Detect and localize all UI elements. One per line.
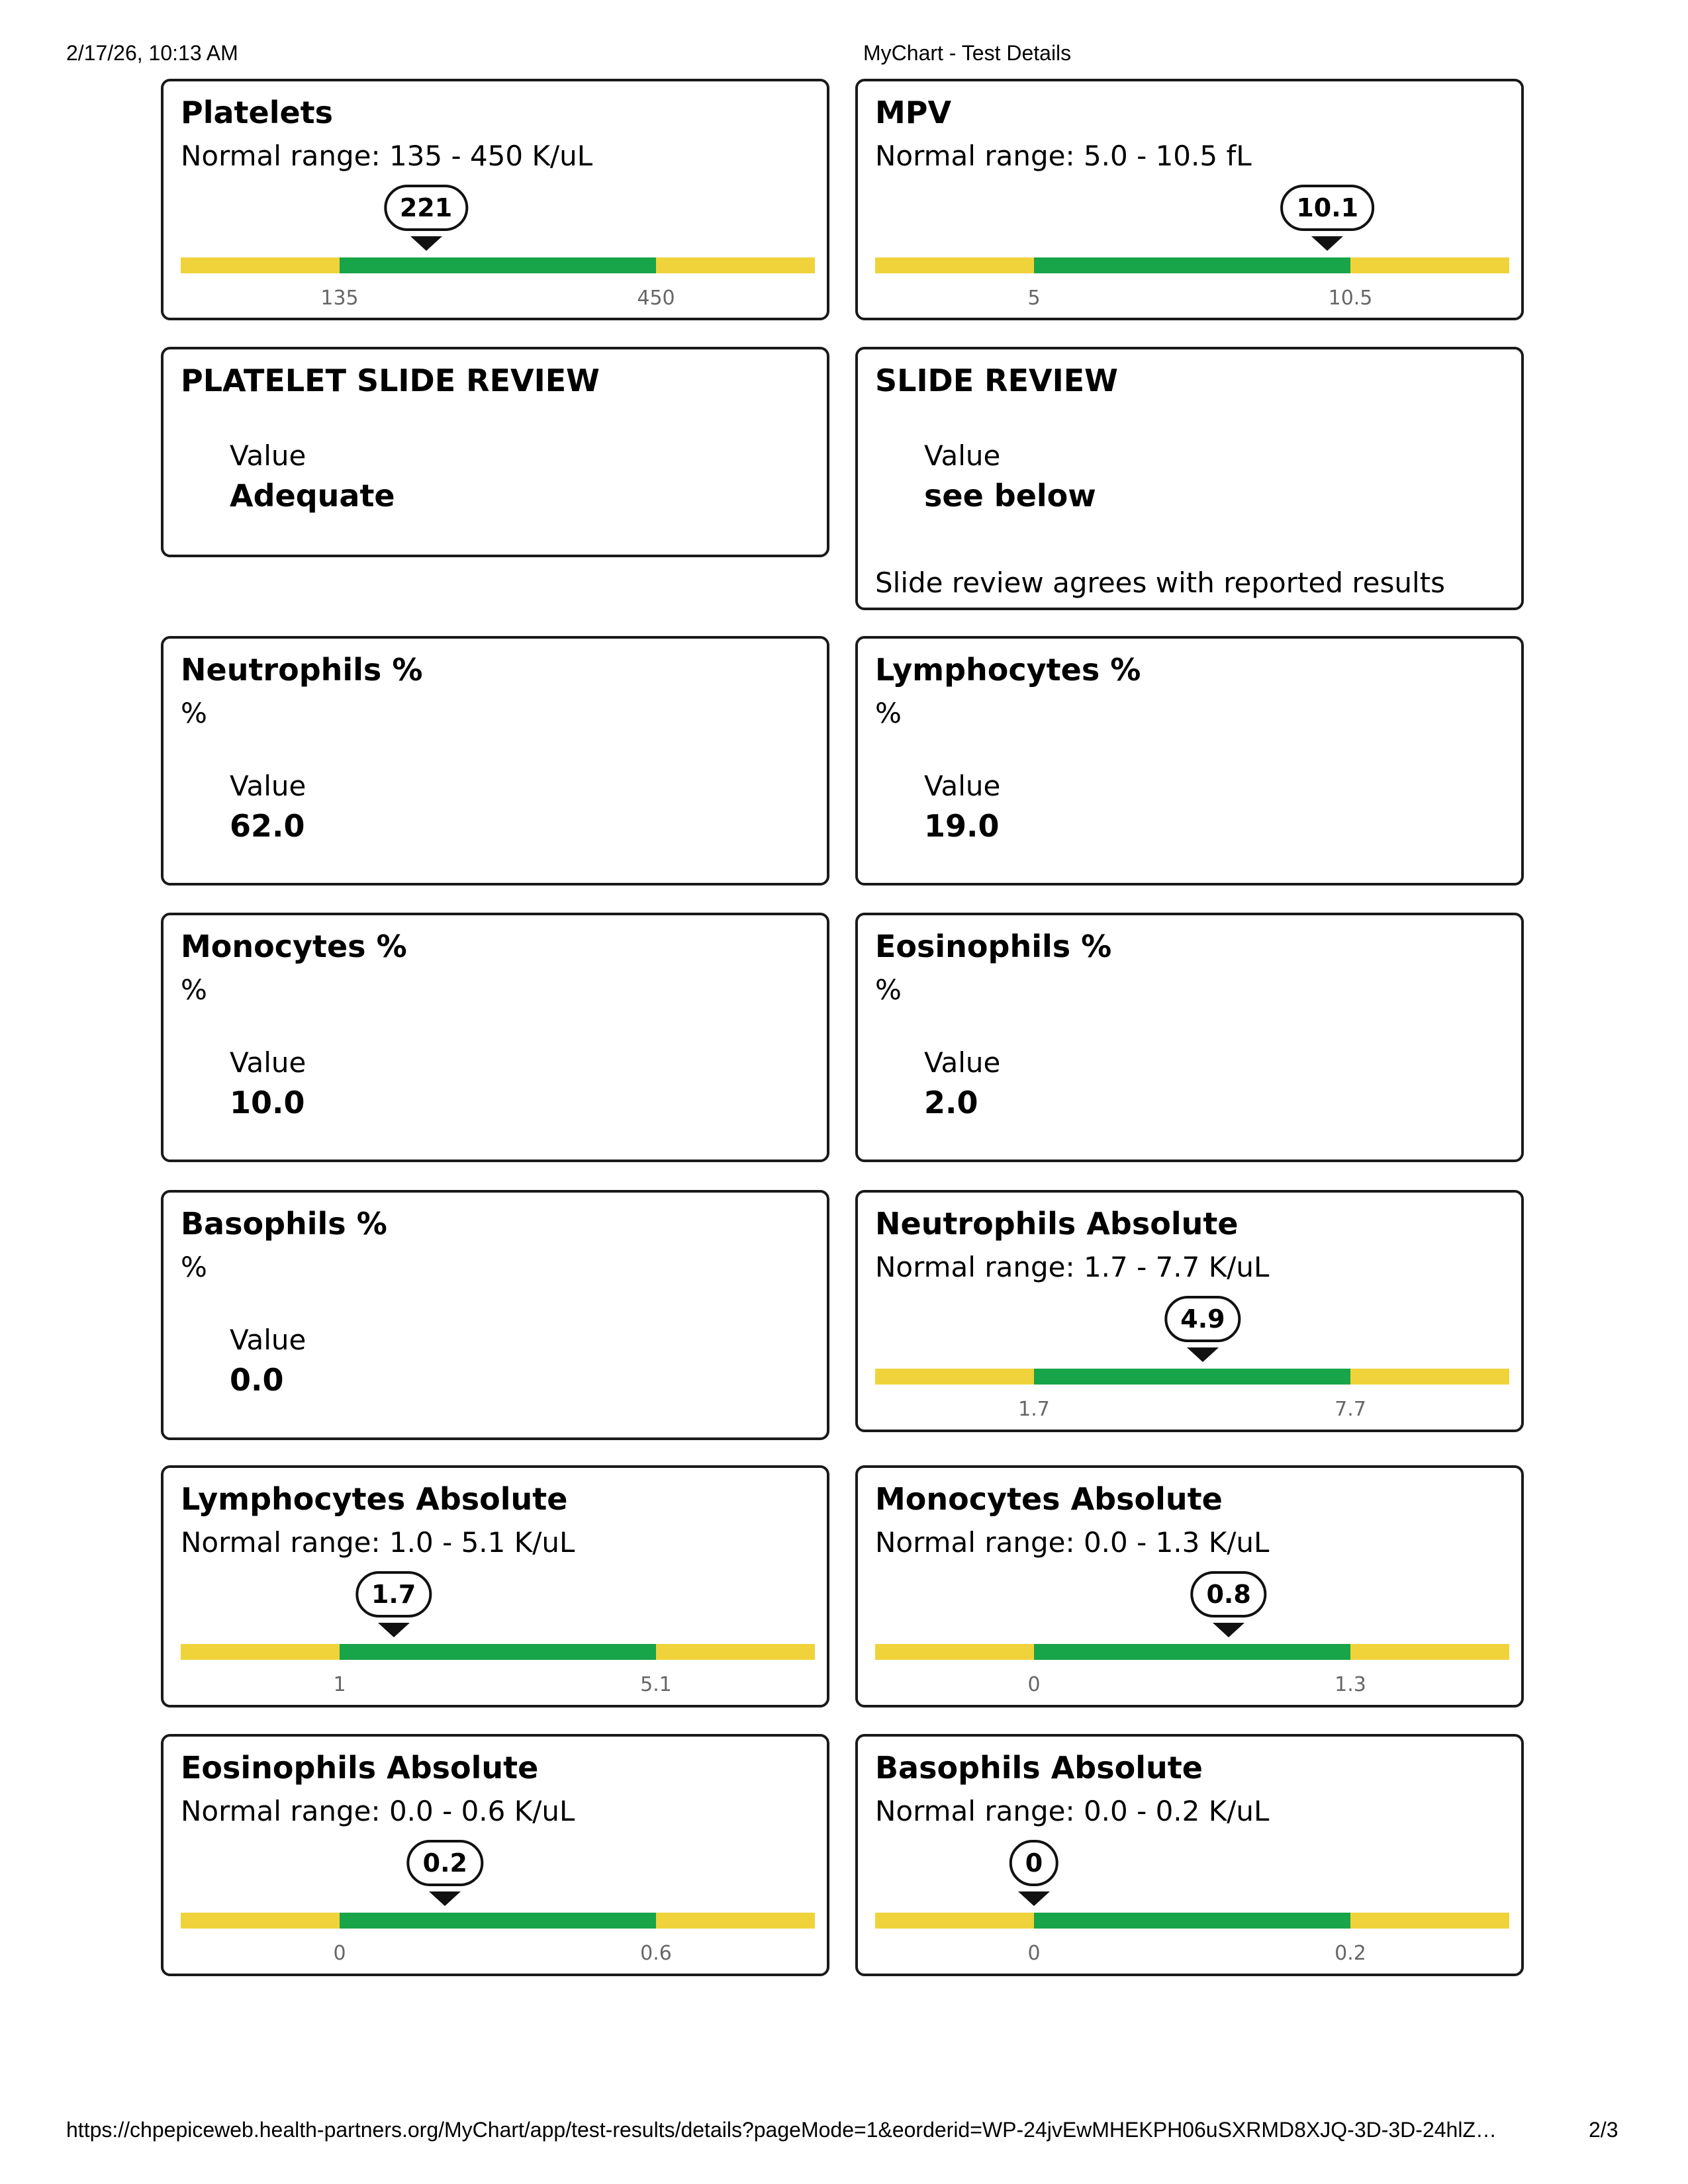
range-bar <box>875 1913 1509 1929</box>
high-segment <box>656 257 815 273</box>
result-unit: % <box>875 697 902 729</box>
result-title: Basophils % <box>181 1206 387 1242</box>
mpv-card <box>855 79 1524 320</box>
high-tick-label: 0.2 <box>1335 1942 1366 1965</box>
value-bubble: 4.9 <box>1164 1296 1241 1342</box>
low-tick-label: 135 <box>320 287 359 310</box>
low-tick-label: 0 <box>333 1942 346 1965</box>
marker-arrow-icon <box>410 236 442 251</box>
print-page-number: 2/3 <box>1589 2118 1618 2142</box>
high-tick-label: 450 <box>637 287 675 310</box>
normal-range: Normal range: 0.0 - 1.3 K/uL <box>875 1526 1270 1559</box>
low-tick-label: 0 <box>1027 1942 1041 1965</box>
value-label: Value <box>924 770 1001 802</box>
result-unit: % <box>181 1251 207 1283</box>
result-value: 10.0 <box>230 1085 305 1120</box>
high-segment <box>1350 257 1509 273</box>
monocytes-abs-card <box>855 1465 1524 1707</box>
result-title: SLIDE REVIEW <box>875 363 1118 398</box>
value-bubble: 10.1 <box>1280 185 1374 231</box>
platelets-card <box>161 79 829 320</box>
low-segment <box>181 257 340 273</box>
range-bar <box>181 1913 815 1929</box>
normal-segment <box>1034 1913 1350 1929</box>
low-segment <box>875 1369 1034 1385</box>
value-label: Value <box>230 1046 306 1079</box>
normal-segment <box>340 1644 656 1660</box>
high-tick-label: 0.6 <box>640 1942 672 1965</box>
result-unit: % <box>181 697 207 729</box>
result-unit: % <box>875 974 902 1006</box>
normal-segment <box>340 1913 656 1929</box>
normal-range: Normal range: 0.0 - 0.2 K/uL <box>875 1795 1270 1827</box>
result-title: Eosinophils % <box>875 929 1112 964</box>
result-value: 2.0 <box>924 1085 978 1120</box>
high-tick-label: 1.3 <box>1335 1673 1366 1696</box>
result-unit: % <box>181 974 207 1006</box>
value-label: Value <box>230 770 306 802</box>
marker-arrow-icon <box>1187 1347 1219 1362</box>
high-tick-label: 10.5 <box>1328 287 1373 310</box>
print-url: https://chpepiceweb.health-partners.org/MyChart/app/test-results/details?pageMode=1&eorderid=WP-24jvEwMHEKPH06uSXRMD8XJQ-3D-3D-24hlZ… <box>66 2118 1497 2142</box>
value-label: Value <box>230 439 306 472</box>
marker-arrow-icon <box>1018 1891 1050 1906</box>
result-title: Lymphocytes Absolute <box>181 1481 568 1517</box>
normal-segment <box>1034 257 1350 273</box>
neutrophils-pct-card <box>161 636 829 886</box>
normal-segment <box>340 257 656 273</box>
range-bar <box>181 257 815 273</box>
high-segment <box>656 1644 815 1660</box>
neutrophils-abs-card <box>855 1190 1524 1432</box>
marker-arrow-icon <box>1311 236 1343 251</box>
lymphocytes-pct-card <box>855 636 1524 886</box>
value-label: Value <box>924 439 1001 472</box>
high-segment <box>1350 1369 1509 1385</box>
result-title: Neutrophils Absolute <box>875 1206 1239 1242</box>
high-segment <box>656 1913 815 1929</box>
low-segment <box>181 1913 340 1929</box>
result-title: Monocytes Absolute <box>875 1481 1223 1517</box>
result-title: Platelets <box>181 95 334 130</box>
print-datetime: 2/17/26, 10:13 AM <box>66 41 238 65</box>
range-bar <box>875 1644 1509 1660</box>
low-segment <box>875 1644 1034 1660</box>
basophils-abs-card <box>855 1734 1524 1976</box>
result-title: MPV <box>875 95 952 130</box>
result-title: Lymphocytes % <box>875 652 1141 688</box>
high-segment <box>1350 1644 1509 1660</box>
low-tick-label: 5 <box>1027 287 1041 310</box>
normal-range: Normal range: 135 - 450 K/uL <box>181 140 593 172</box>
slide-review-card <box>855 347 1524 610</box>
result-value: 62.0 <box>230 808 305 844</box>
result-title: Monocytes % <box>181 929 407 964</box>
marker-arrow-icon <box>1213 1623 1244 1637</box>
range-bar <box>875 1369 1509 1385</box>
value-bubble: 0.2 <box>407 1840 483 1886</box>
normal-segment <box>1034 1644 1350 1660</box>
value-bubble: 0.8 <box>1190 1571 1266 1617</box>
normal-range: Normal range: 1.0 - 5.1 K/uL <box>181 1526 575 1559</box>
value-bubble: 0 <box>1009 1840 1058 1886</box>
high-tick-label: 5.1 <box>640 1673 672 1696</box>
normal-range: Normal range: 0.0 - 0.6 K/uL <box>181 1795 575 1827</box>
low-tick-label: 1 <box>333 1673 346 1696</box>
monocytes-pct-card <box>161 913 829 1162</box>
marker-arrow-icon <box>378 1623 410 1637</box>
range-bar <box>181 1644 815 1660</box>
normal-range: Normal range: 1.7 - 7.7 K/uL <box>875 1251 1270 1283</box>
result-value: 0.0 <box>230 1362 284 1398</box>
value-label: Value <box>230 1324 306 1356</box>
value-bubble: 221 <box>384 185 468 231</box>
high-tick-label: 7.7 <box>1335 1398 1366 1421</box>
normal-segment <box>1034 1369 1350 1385</box>
low-tick-label: 0 <box>1027 1673 1041 1696</box>
print-page-title: MyChart - Test Details <box>863 41 1072 65</box>
marker-arrow-icon <box>429 1891 461 1906</box>
value-bubble: 1.7 <box>355 1571 432 1617</box>
value-label: Value <box>924 1046 1001 1079</box>
result-title: PLATELET SLIDE REVIEW <box>181 363 600 398</box>
high-segment <box>1350 1913 1509 1929</box>
result-title: Neutrophils % <box>181 652 423 688</box>
normal-range: Normal range: 5.0 - 10.5 fL <box>875 140 1252 172</box>
result-value: Adequate <box>230 478 395 514</box>
result-comment: Slide review agrees with reported results <box>875 567 1446 599</box>
result-title: Basophils Absolute <box>875 1750 1203 1786</box>
result-value: see below <box>924 478 1096 514</box>
low-segment <box>181 1644 340 1660</box>
eosinophils-abs-card <box>161 1734 829 1976</box>
low-segment <box>875 257 1034 273</box>
basophils-pct-card <box>161 1190 829 1440</box>
low-tick-label: 1.7 <box>1018 1398 1050 1421</box>
low-segment <box>875 1913 1034 1929</box>
eosinophils-pct-card <box>855 913 1524 1162</box>
range-bar <box>875 257 1509 273</box>
lymphocytes-abs-card <box>161 1465 829 1707</box>
platelet-slide-review-card <box>161 347 829 557</box>
result-value: 19.0 <box>924 808 1000 844</box>
result-title: Eosinophils Absolute <box>181 1750 539 1786</box>
